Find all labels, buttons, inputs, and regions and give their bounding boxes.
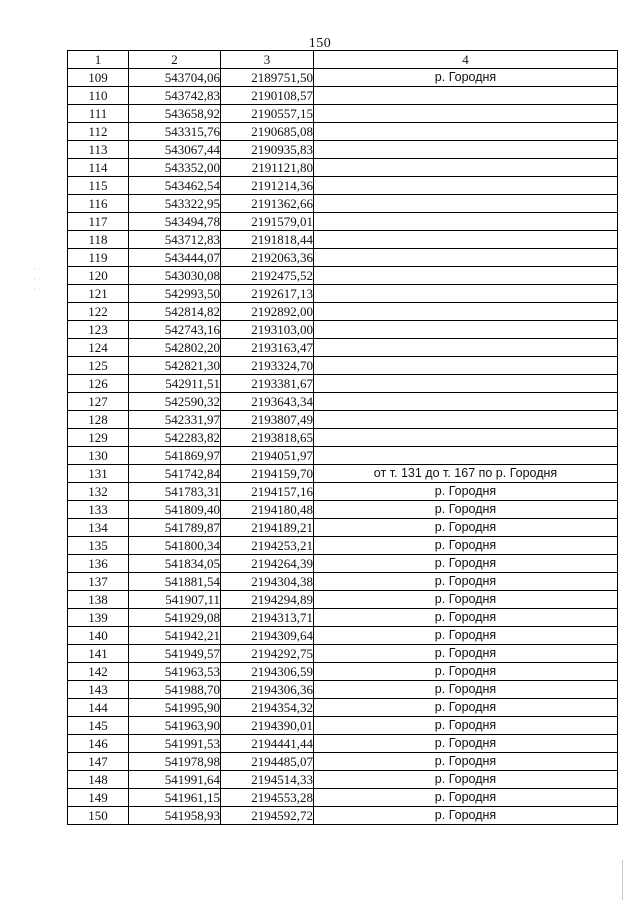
table-row bbox=[68, 501, 618, 519]
cell-point-number: 133 bbox=[68, 501, 129, 519]
cell-x-coordinate: 542993,50 bbox=[129, 285, 221, 303]
table-row bbox=[68, 591, 618, 609]
cell-point-number: 145 bbox=[68, 717, 129, 735]
cell-point-number: 115 bbox=[68, 177, 129, 195]
table-row bbox=[68, 681, 618, 699]
cell-description bbox=[314, 339, 618, 357]
table-row bbox=[68, 339, 618, 357]
cell-point-number: 110 bbox=[68, 87, 129, 105]
cell-point-number: 146 bbox=[68, 735, 129, 753]
cell-description: р. Городня bbox=[314, 681, 618, 699]
cell-y-coordinate: 2194189,21 bbox=[221, 519, 314, 537]
cell-point-number: 130 bbox=[68, 447, 129, 465]
cell-y-coordinate: 2194313,71 bbox=[221, 609, 314, 627]
cell-x-coordinate: 542743,16 bbox=[129, 321, 221, 339]
cell-description: р. Городня bbox=[314, 753, 618, 771]
cell-point-number: 138 bbox=[68, 591, 129, 609]
cell-x-coordinate: 541942,21 bbox=[129, 627, 221, 645]
cell-y-coordinate: 2194514,33 bbox=[221, 771, 314, 789]
cell-point-number: 132 bbox=[68, 483, 129, 501]
cell-point-number: 142 bbox=[68, 663, 129, 681]
cell-description bbox=[314, 195, 618, 213]
cell-description bbox=[314, 429, 618, 447]
cell-point-number: 124 bbox=[68, 339, 129, 357]
cell-description: р. Городня bbox=[314, 717, 618, 735]
cell-x-coordinate: 541869,97 bbox=[129, 447, 221, 465]
table-row bbox=[68, 375, 618, 393]
cell-description bbox=[314, 321, 618, 339]
cell-y-coordinate: 2194309,64 bbox=[221, 627, 314, 645]
cell-x-coordinate: 542283,82 bbox=[129, 429, 221, 447]
cell-point-number: 127 bbox=[68, 393, 129, 411]
cell-description: р. Городня bbox=[314, 789, 618, 807]
cell-point-number: 141 bbox=[68, 645, 129, 663]
cell-description: р. Городня bbox=[314, 483, 618, 501]
scan-edge-line bbox=[622, 860, 623, 900]
cell-x-coordinate: 541991,53 bbox=[129, 735, 221, 753]
cell-point-number: 118 bbox=[68, 231, 129, 249]
header-cell-x: 2 bbox=[129, 51, 221, 69]
cell-y-coordinate: 2194441,44 bbox=[221, 735, 314, 753]
cell-point-number: 111 bbox=[68, 105, 129, 123]
coordinates-table bbox=[67, 50, 618, 825]
cell-description bbox=[314, 177, 618, 195]
cell-point-number: 109 bbox=[68, 69, 129, 87]
table-row bbox=[68, 735, 618, 753]
cell-y-coordinate: 2193807,49 bbox=[221, 411, 314, 429]
table-row bbox=[68, 807, 618, 825]
cell-y-coordinate: 2191579,01 bbox=[221, 213, 314, 231]
cell-y-coordinate: 2194180,48 bbox=[221, 501, 314, 519]
table-row bbox=[68, 177, 618, 195]
cell-description: р. Городня bbox=[314, 645, 618, 663]
cell-y-coordinate: 2192063,36 bbox=[221, 249, 314, 267]
cell-description bbox=[314, 303, 618, 321]
cell-description bbox=[314, 267, 618, 285]
header-cell-y: 3 bbox=[221, 51, 314, 69]
cell-point-number: 144 bbox=[68, 699, 129, 717]
cell-y-coordinate: 2194306,59 bbox=[221, 663, 314, 681]
cell-y-coordinate: 2190935,83 bbox=[221, 141, 314, 159]
header-cell-description: 4 bbox=[314, 51, 618, 69]
cell-y-coordinate: 2190557,15 bbox=[221, 105, 314, 123]
cell-x-coordinate: 541800,34 bbox=[129, 537, 221, 555]
cell-point-number: 116 bbox=[68, 195, 129, 213]
table-row bbox=[68, 609, 618, 627]
cell-x-coordinate: 541963,90 bbox=[129, 717, 221, 735]
cell-y-coordinate: 2194485,07 bbox=[221, 753, 314, 771]
cell-description: р. Городня bbox=[314, 735, 618, 753]
cell-point-number: 148 bbox=[68, 771, 129, 789]
table-row bbox=[68, 699, 618, 717]
cell-description bbox=[314, 285, 618, 303]
table-row bbox=[68, 717, 618, 735]
cell-y-coordinate: 2193324,70 bbox=[221, 357, 314, 375]
cell-y-coordinate: 2192892,00 bbox=[221, 303, 314, 321]
cell-description bbox=[314, 357, 618, 375]
cell-point-number: 122 bbox=[68, 303, 129, 321]
cell-x-coordinate: 542590,32 bbox=[129, 393, 221, 411]
cell-point-number: 112 bbox=[68, 123, 129, 141]
table-row bbox=[68, 267, 618, 285]
cell-point-number: 131 bbox=[68, 465, 129, 483]
cell-description bbox=[314, 447, 618, 465]
cell-x-coordinate: 543712,83 bbox=[129, 231, 221, 249]
cell-x-coordinate: 541929,08 bbox=[129, 609, 221, 627]
table-row bbox=[68, 303, 618, 321]
cell-point-number: 125 bbox=[68, 357, 129, 375]
cell-x-coordinate: 543704,06 bbox=[129, 69, 221, 87]
cell-x-coordinate: 542821,30 bbox=[129, 357, 221, 375]
cell-y-coordinate: 2194354,32 bbox=[221, 699, 314, 717]
cell-point-number: 129 bbox=[68, 429, 129, 447]
table-row bbox=[68, 159, 618, 177]
cell-y-coordinate: 2194553,28 bbox=[221, 789, 314, 807]
cell-x-coordinate: 542331,97 bbox=[129, 411, 221, 429]
cell-x-coordinate: 543494,78 bbox=[129, 213, 221, 231]
cell-x-coordinate: 541991,64 bbox=[129, 771, 221, 789]
table-body bbox=[68, 69, 618, 825]
cell-y-coordinate: 2193818,65 bbox=[221, 429, 314, 447]
table-row bbox=[68, 195, 618, 213]
cell-y-coordinate: 2194390,01 bbox=[221, 717, 314, 735]
cell-x-coordinate: 541949,57 bbox=[129, 645, 221, 663]
table-header bbox=[68, 51, 618, 69]
cell-description: р. Городня bbox=[314, 663, 618, 681]
cell-x-coordinate: 541881,54 bbox=[129, 573, 221, 591]
cell-x-coordinate: 542802,20 bbox=[129, 339, 221, 357]
table-row bbox=[68, 555, 618, 573]
scan-artifact: · · · · · · bbox=[34, 265, 42, 294]
cell-x-coordinate: 541789,87 bbox=[129, 519, 221, 537]
cell-x-coordinate: 541995,90 bbox=[129, 699, 221, 717]
cell-point-number: 149 bbox=[68, 789, 129, 807]
cell-point-number: 140 bbox=[68, 627, 129, 645]
cell-description bbox=[314, 123, 618, 141]
table-row bbox=[68, 447, 618, 465]
cell-point-number: 114 bbox=[68, 159, 129, 177]
cell-description bbox=[314, 87, 618, 105]
cell-description: р. Городня bbox=[314, 537, 618, 555]
cell-y-coordinate: 2194292,75 bbox=[221, 645, 314, 663]
table-row bbox=[68, 69, 618, 87]
cell-y-coordinate: 2194306,36 bbox=[221, 681, 314, 699]
cell-x-coordinate: 541963,53 bbox=[129, 663, 221, 681]
cell-x-coordinate: 543067,44 bbox=[129, 141, 221, 159]
table-row bbox=[68, 519, 618, 537]
cell-point-number: 134 bbox=[68, 519, 129, 537]
cell-x-coordinate: 541907,11 bbox=[129, 591, 221, 609]
cell-y-coordinate: 2191818,44 bbox=[221, 231, 314, 249]
cell-y-coordinate: 2189751,50 bbox=[221, 69, 314, 87]
cell-description: р. Городня bbox=[314, 771, 618, 789]
cell-point-number: 123 bbox=[68, 321, 129, 339]
cell-description: р. Городня bbox=[314, 627, 618, 645]
cell-x-coordinate: 541809,40 bbox=[129, 501, 221, 519]
cell-point-number: 128 bbox=[68, 411, 129, 429]
cell-y-coordinate: 2192617,13 bbox=[221, 285, 314, 303]
cell-y-coordinate: 2191214,36 bbox=[221, 177, 314, 195]
cell-description bbox=[314, 159, 618, 177]
cell-y-coordinate: 2194159,70 bbox=[221, 465, 314, 483]
table-row bbox=[68, 789, 618, 807]
cell-description: от т. 131 до т. 167 по р. Городня bbox=[314, 465, 618, 483]
cell-y-coordinate: 2190685,08 bbox=[221, 123, 314, 141]
cell-point-number: 147 bbox=[68, 753, 129, 771]
table-row bbox=[68, 357, 618, 375]
header-cell-point-number: 1 bbox=[68, 51, 129, 69]
cell-description: р. Городня bbox=[314, 591, 618, 609]
cell-y-coordinate: 2194051,97 bbox=[221, 447, 314, 465]
cell-point-number: 120 bbox=[68, 267, 129, 285]
cell-point-number: 143 bbox=[68, 681, 129, 699]
page-number: 150 bbox=[308, 36, 332, 51]
cell-description bbox=[314, 141, 618, 159]
cell-x-coordinate: 543030,08 bbox=[129, 267, 221, 285]
cell-point-number: 150 bbox=[68, 807, 129, 825]
cell-y-coordinate: 2194592,72 bbox=[221, 807, 314, 825]
header-row bbox=[68, 51, 618, 69]
cell-y-coordinate: 2191362,66 bbox=[221, 195, 314, 213]
cell-point-number: 137 bbox=[68, 573, 129, 591]
cell-x-coordinate: 541988,70 bbox=[129, 681, 221, 699]
cell-point-number: 119 bbox=[68, 249, 129, 267]
table-row bbox=[68, 411, 618, 429]
table-row bbox=[68, 627, 618, 645]
cell-description: р. Городня bbox=[314, 609, 618, 627]
cell-description bbox=[314, 231, 618, 249]
cell-y-coordinate: 2194304,38 bbox=[221, 573, 314, 591]
cell-x-coordinate: 541783,31 bbox=[129, 483, 221, 501]
table-row bbox=[68, 105, 618, 123]
table-row bbox=[68, 213, 618, 231]
cell-x-coordinate: 543315,76 bbox=[129, 123, 221, 141]
cell-x-coordinate: 543444,07 bbox=[129, 249, 221, 267]
cell-description: р. Городня bbox=[314, 555, 618, 573]
table-row bbox=[68, 249, 618, 267]
cell-x-coordinate: 542911,51 bbox=[129, 375, 221, 393]
table-row bbox=[68, 753, 618, 771]
cell-x-coordinate: 541961,15 bbox=[129, 789, 221, 807]
cell-y-coordinate: 2193163,47 bbox=[221, 339, 314, 357]
cell-point-number: 113 bbox=[68, 141, 129, 159]
cell-x-coordinate: 541834,05 bbox=[129, 555, 221, 573]
cell-y-coordinate: 2190108,57 bbox=[221, 87, 314, 105]
cell-x-coordinate: 543352,00 bbox=[129, 159, 221, 177]
table-row bbox=[68, 321, 618, 339]
cell-y-coordinate: 2194157,16 bbox=[221, 483, 314, 501]
cell-y-coordinate: 2194253,21 bbox=[221, 537, 314, 555]
cell-description bbox=[314, 213, 618, 231]
table-row bbox=[68, 663, 618, 681]
cell-x-coordinate: 541978,98 bbox=[129, 753, 221, 771]
table-row bbox=[68, 123, 618, 141]
cell-x-coordinate: 542814,82 bbox=[129, 303, 221, 321]
cell-description bbox=[314, 375, 618, 393]
cell-point-number: 126 bbox=[68, 375, 129, 393]
cell-description: р. Городня bbox=[314, 699, 618, 717]
cell-point-number: 121 bbox=[68, 285, 129, 303]
table-row bbox=[68, 771, 618, 789]
table-row bbox=[68, 465, 618, 483]
table-row bbox=[68, 285, 618, 303]
table-row bbox=[68, 141, 618, 159]
table-row bbox=[68, 645, 618, 663]
cell-x-coordinate: 543742,83 bbox=[129, 87, 221, 105]
cell-description: р. Городня bbox=[314, 519, 618, 537]
cell-point-number: 136 bbox=[68, 555, 129, 573]
table-row bbox=[68, 393, 618, 411]
cell-point-number: 135 bbox=[68, 537, 129, 555]
cell-y-coordinate: 2194294,89 bbox=[221, 591, 314, 609]
cell-point-number: 139 bbox=[68, 609, 129, 627]
cell-x-coordinate: 541958,93 bbox=[129, 807, 221, 825]
cell-description bbox=[314, 393, 618, 411]
cell-y-coordinate: 2193643,34 bbox=[221, 393, 314, 411]
cell-x-coordinate: 543462,54 bbox=[129, 177, 221, 195]
cell-x-coordinate: 541742,84 bbox=[129, 465, 221, 483]
table-row bbox=[68, 483, 618, 501]
cell-point-number: 117 bbox=[68, 213, 129, 231]
cell-x-coordinate: 543658,92 bbox=[129, 105, 221, 123]
table-row bbox=[68, 573, 618, 591]
cell-y-coordinate: 2193103,00 bbox=[221, 321, 314, 339]
cell-description bbox=[314, 249, 618, 267]
cell-description: р. Городня bbox=[314, 807, 618, 825]
cell-description: р. Городня bbox=[314, 69, 618, 87]
cell-y-coordinate: 2191121,80 bbox=[221, 159, 314, 177]
cell-y-coordinate: 2194264,39 bbox=[221, 555, 314, 573]
table-row bbox=[68, 231, 618, 249]
cell-x-coordinate: 543322,95 bbox=[129, 195, 221, 213]
cell-description: р. Городня bbox=[314, 573, 618, 591]
table-row bbox=[68, 87, 618, 105]
cell-y-coordinate: 2192475,52 bbox=[221, 267, 314, 285]
table-row bbox=[68, 429, 618, 447]
cell-description bbox=[314, 411, 618, 429]
table-row bbox=[68, 537, 618, 555]
cell-description bbox=[314, 105, 618, 123]
cell-y-coordinate: 2193381,67 bbox=[221, 375, 314, 393]
cell-description: р. Городня bbox=[314, 501, 618, 519]
